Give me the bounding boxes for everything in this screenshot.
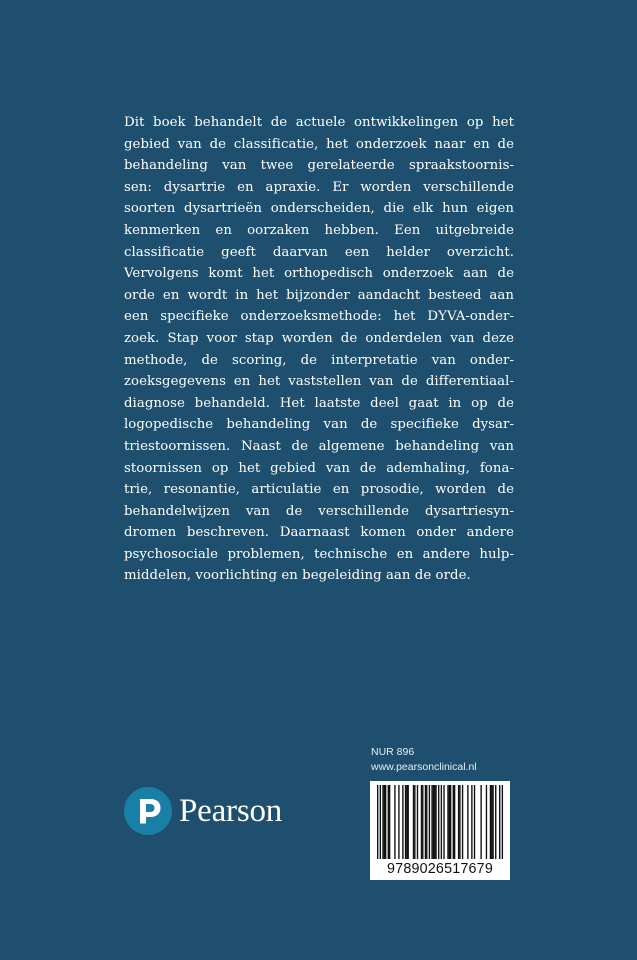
barcode-bar xyxy=(431,785,432,859)
barcode-bar xyxy=(433,785,434,859)
blurb-line: classificatie geeft daarvan een helder overzicht. xyxy=(124,244,514,260)
barcode-bar xyxy=(449,785,450,859)
blurb-line: Vervolgens komt het orthopedisch onderzoek aan de xyxy=(124,266,514,282)
barcode-bar xyxy=(441,785,442,859)
barcode-bar xyxy=(454,785,455,859)
nur-code: NUR 896 xyxy=(371,746,415,758)
barcode-bar xyxy=(413,785,414,859)
isbn-barcode xyxy=(370,781,510,880)
barcode-bar xyxy=(405,785,406,859)
blurb-line: zoeksgegevens en het vaststellen van de differentiaal- xyxy=(124,374,514,390)
barcode-bar xyxy=(486,785,487,859)
publication-info xyxy=(371,745,477,775)
barcode-bar xyxy=(414,785,415,859)
pearson-p-icon xyxy=(123,786,173,836)
blurb-line: trie, resonantie, articulatie en prosodie, worden de xyxy=(124,482,514,498)
blurb-line: orde en wordt in het bijzonder aandacht besteed aan xyxy=(124,287,514,303)
blurb-line: soorten dysartrieën onderscheiden, die elk hun eigen xyxy=(124,201,514,217)
blurb-line: behandelwijzen van de verschillende dysartriesyn- xyxy=(124,503,514,519)
blurb-line: psychosociale problemen, technische en andere hulp- xyxy=(124,546,514,562)
barcode-bar xyxy=(377,785,378,859)
barcode-bar xyxy=(417,785,418,859)
barcode-bar xyxy=(438,785,439,859)
back-cover-blurb xyxy=(124,112,514,587)
barcode-bar xyxy=(495,785,496,859)
barcode-bar xyxy=(385,785,386,859)
blurb-line: diagnose behandeld. Het laatste deel gaat in op de xyxy=(124,395,514,411)
barcode-bar xyxy=(443,785,444,859)
blurb-line: zoek. Stap voor stap worden de onderdelen van deze xyxy=(124,330,514,346)
blurb-line: gebied van de classificatie, het onderzoek naar en de xyxy=(124,136,514,152)
barcode-bar xyxy=(408,785,409,859)
barcode-bar xyxy=(382,785,383,859)
blurb-line: middelen, voorlichting en begeleiding aan de orde. xyxy=(124,568,471,584)
barcode-bar xyxy=(394,785,395,859)
barcode-bar xyxy=(490,785,491,859)
blurb-line: dromen beschreven. Daarnaast komen onder andere xyxy=(124,525,514,541)
barcode-bar xyxy=(426,785,427,859)
blurb-line: methode, de scoring, de interpretatie van onder- xyxy=(124,352,514,368)
barcode-number: 9789026517679 xyxy=(387,861,493,877)
barcode-bar xyxy=(499,785,500,859)
barcode-bar xyxy=(380,785,381,859)
barcode-bar xyxy=(458,785,459,859)
barcode-bar xyxy=(422,785,423,859)
barcode-bar xyxy=(429,785,430,859)
barcode-bar xyxy=(406,785,407,859)
barcode-bar xyxy=(467,785,468,859)
barcode-bar xyxy=(421,785,422,859)
blurb-line: stoornissen op het gebied van de ademhaling, fona- xyxy=(124,460,514,476)
barcode-bar xyxy=(447,785,448,859)
barcode-bar xyxy=(450,785,451,859)
blurb-line: een specifieke onderzoeksmethode: het DYVA-onder- xyxy=(124,309,514,325)
blurb-line: sen: dysartrie en apraxie. Er worden verschillende xyxy=(124,179,514,195)
blurb-line: Dit boek behandelt de actuele ontwikkelingen op het xyxy=(124,115,514,130)
barcode-bar xyxy=(388,785,389,859)
publisher-website: www.pearsonclinical.nl xyxy=(371,761,477,773)
barcode-bar xyxy=(480,785,481,859)
barcode-bar xyxy=(402,785,403,859)
barcode-bar xyxy=(459,785,460,859)
barcode-bar xyxy=(502,785,503,859)
barcode-bar xyxy=(435,785,436,859)
barcode-bar xyxy=(491,785,492,859)
publisher-name: Pearson xyxy=(179,792,283,829)
blurb-line: logopedische behandeling van de specifieke dysar- xyxy=(124,417,514,433)
barcode-bar xyxy=(492,785,493,859)
barcode-bar xyxy=(398,785,399,859)
barcode-bar xyxy=(453,785,454,859)
barcode-bar xyxy=(462,785,463,859)
blurb-line: kenmerken en oorzaken hebben. Een uitgebreide xyxy=(124,222,514,238)
barcode-bar xyxy=(471,785,472,859)
publisher-logo xyxy=(123,785,282,837)
barcode-bars xyxy=(370,781,510,861)
barcode-bar xyxy=(434,785,435,859)
barcode-bar xyxy=(474,785,475,859)
blurb-line: behandeling van twee gerelateerde spraakstoornis- xyxy=(124,158,514,174)
barcode-bar xyxy=(384,785,385,859)
blurb-line: triestoornissen. Naast de algemene behandeling van xyxy=(124,438,514,454)
barcode-bar xyxy=(389,785,390,859)
barcode-bar xyxy=(425,785,426,859)
